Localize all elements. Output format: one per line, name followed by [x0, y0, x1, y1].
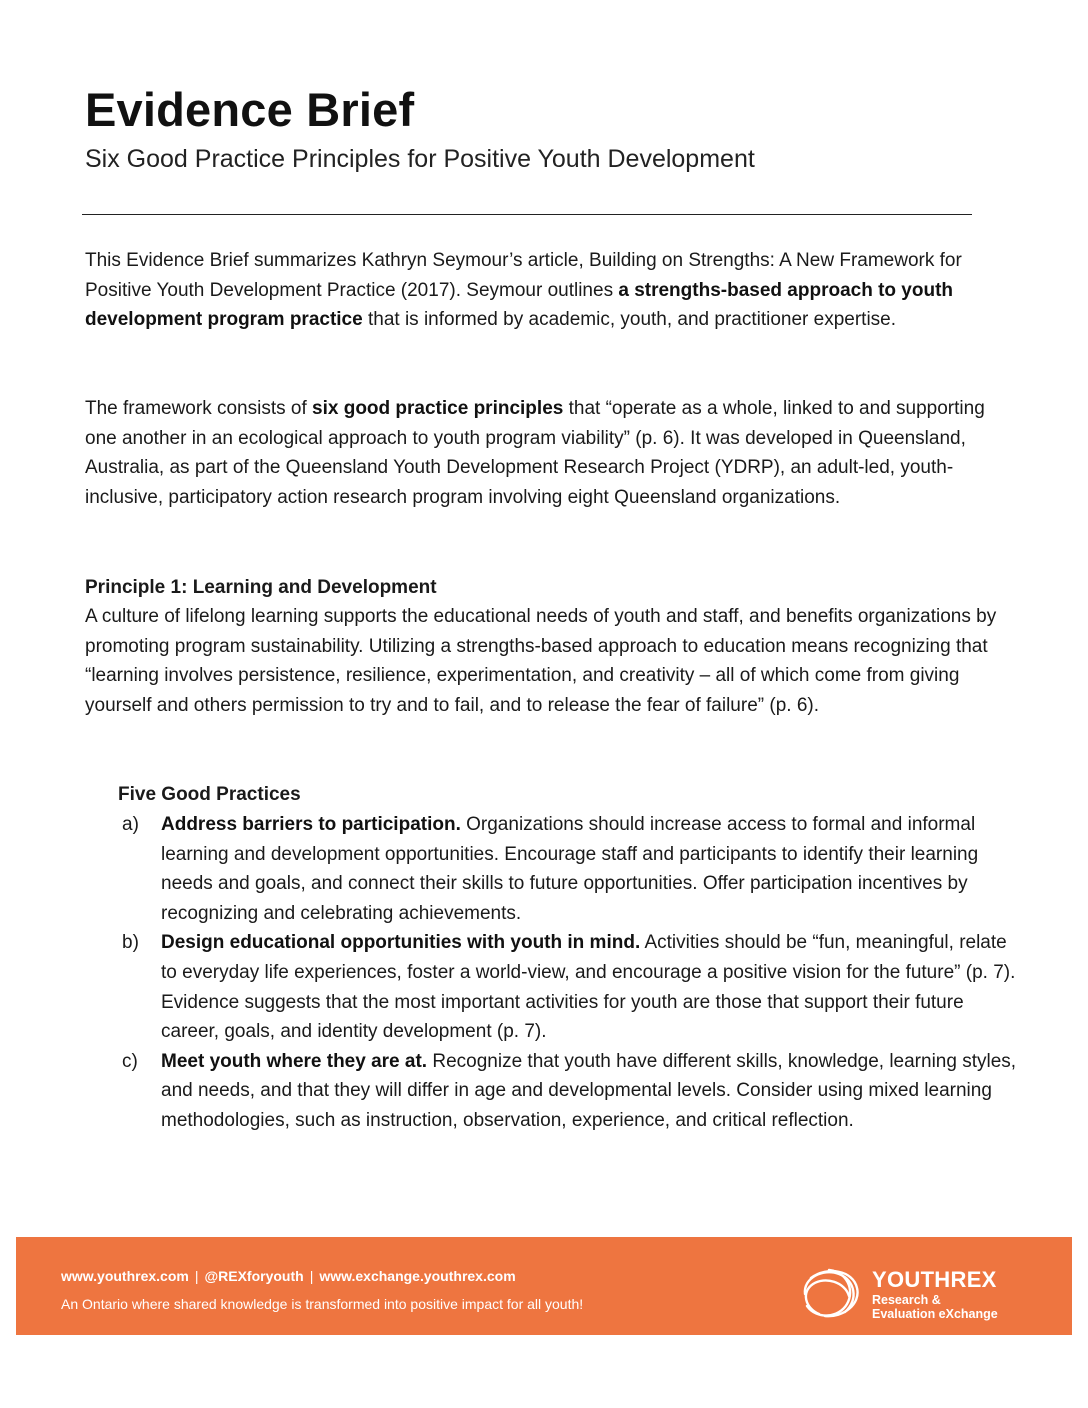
footer-links: [61, 1268, 516, 1284]
list-item: [118, 810, 1018, 928]
list-marker: b): [122, 932, 139, 954]
practice-list: [118, 810, 1018, 1136]
list-item: [118, 1047, 1018, 1136]
exchange-link[interactable]: www.exchange.youthrex.com: [319, 1268, 516, 1284]
title-divider: [82, 214, 972, 215]
website-link[interactable]: www.youthrex.com: [61, 1268, 189, 1284]
practice-title: Address barriers to participation.: [161, 814, 461, 835]
logo-subtitle: [872, 1293, 998, 1321]
link-separator: |: [194, 1268, 199, 1284]
principle-1-text: A culture of lifelong learning supports the educational needs of youth and staff, and benefits organizations by promoting program sustainability. Utilizing a strengths-based approach to education means recognizing that “learning involves persistence, resilience, experimentation, and creativity – all of which come from giving yourself and others permission to try and to fail, and to release the fear of failure” (p. 6).: [85, 606, 997, 716]
practice-title: Design educational opportunities with youth in mind.: [161, 932, 641, 954]
footer-tagline: An Ontario where shared knowledge is transformed into positive impact for all youth!: [61, 1296, 584, 1312]
twitter-link[interactable]: @REXforyouth: [204, 1268, 304, 1284]
logo-wordmark: YOUTHREX: [872, 1267, 997, 1292]
footer-banner: [16, 1237, 1072, 1335]
logo-subtitle-line-1: Research &: [872, 1293, 941, 1307]
youthrex-logo-icon: [799, 1264, 863, 1322]
practices-heading: Five Good Practices: [118, 784, 301, 805]
link-separator: |: [309, 1268, 314, 1284]
page-subtitle: Six Good Practice Principles for Positive Youth Development: [85, 145, 755, 173]
practice-text: Organizations should increase access to formal and informal learning and development opportunities. Encourage staff and participants to identify their learning needs and goals, and connect their skills to future opportunities. Offer participation incentives by recognizing and celebrating achievements.: [161, 814, 979, 924]
list-marker: a): [122, 814, 139, 835]
list-item: [118, 928, 1018, 1046]
practice-text: Recognize that youth have different skills, knowledge, learning styles, and needs, and that they will differ in age and developmental levels. Consider using mixed learning methodologies, such as instruction, observation, experience, and critical reflection.: [161, 1050, 1017, 1131]
practice-text: Activities should be “fun, meaningful, relate to everyday life experiences, foster a world-view, and encourage a positive vision for the future” (p. 7). Evidence suggests that the most important activities for youth are those that support their future career, goals, and identity development (p. 7).: [161, 932, 1016, 1043]
list-marker: c): [122, 1050, 138, 1072]
logo-subtitle-line-2: Evaluation eXchange: [872, 1307, 998, 1321]
intro-paragraph-1: This Evidence Brief summarizes Kathryn Seymour’s article, Building on Strengths: A New Framework for Positive Youth Development Practice (2017). Seymour outlines a strengths-based approach to youth development program practice that is informed by academic, youth, and practitioner expertise.: [85, 250, 962, 331]
page-title: Evidence Brief: [85, 83, 415, 136]
intro-paragraph-2: The framework consists of six good practice principles that “operate as a whole, linked to and supporting one another in an ecological approach to youth program viability” (p. 6). It was developed in Queensland, Australia, as part of the Queensland Youth Development Research Project (YDRP), an adult-led, youth-inclusive, participatory action research program involving eight Queensland organizations.: [85, 398, 985, 508]
principle-1-heading: Principle 1: Learning and Development: [85, 577, 437, 598]
practice-title: Meet youth where they are at.: [161, 1050, 428, 1072]
